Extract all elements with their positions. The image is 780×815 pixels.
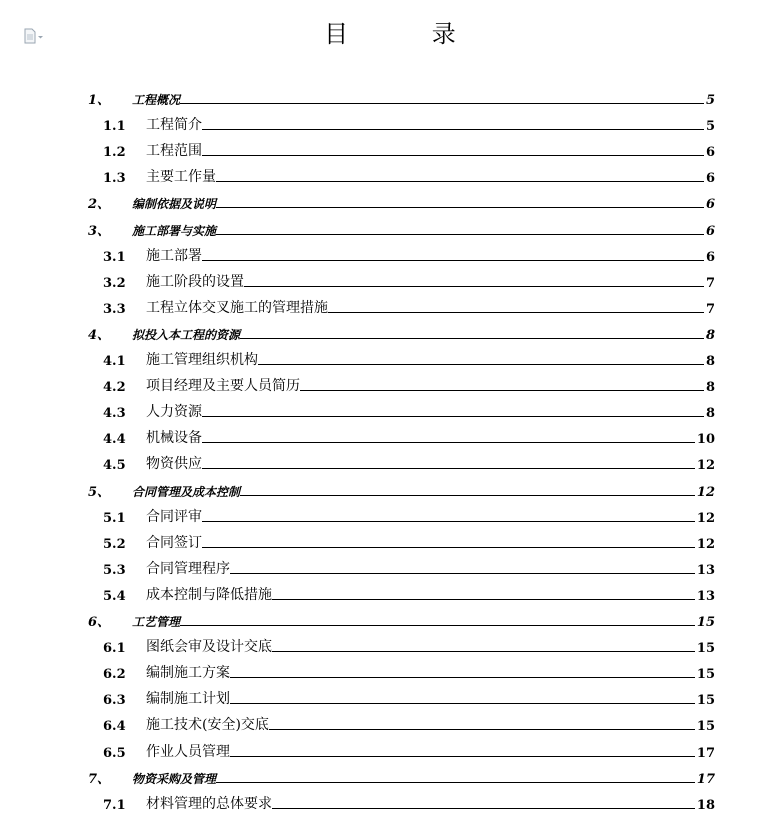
toc-page-number: 5 <box>705 119 715 135</box>
toc-title: 拟投入本工程的资源 <box>132 327 241 342</box>
toc-entry[interactable] <box>103 395 715 421</box>
toc-entry[interactable] <box>103 265 715 291</box>
toc-entry[interactable] <box>103 447 715 473</box>
toc-leader-line <box>258 364 704 365</box>
toc-page-number: 10 <box>696 432 715 448</box>
toc-title: 图纸会审及设计交底 <box>146 639 272 656</box>
toc-entry[interactable] <box>103 160 715 186</box>
toc-title: 主要工作量 <box>146 169 216 186</box>
toc-leader-line <box>230 703 695 704</box>
toc-entry[interactable] <box>88 82 715 108</box>
toc-leader-line <box>216 234 704 235</box>
toc-entry[interactable] <box>103 134 715 160</box>
toc-leader-line <box>180 103 704 104</box>
toc-leader-line <box>300 390 704 391</box>
toc-page-number: 5 <box>705 93 715 108</box>
toc-page-number: 8 <box>705 380 715 396</box>
toc-number: 5、 <box>88 484 111 500</box>
toc-number: 6.2 <box>103 667 126 683</box>
toc-entry[interactable] <box>103 708 715 734</box>
toc-entry[interactable] <box>103 526 715 552</box>
toc-entry[interactable] <box>103 735 715 761</box>
toc-entry[interactable] <box>103 108 715 134</box>
toc-entry[interactable] <box>88 761 715 787</box>
toc-number: 3.2 <box>103 275 126 291</box>
toc-number: 5.1 <box>103 510 126 526</box>
toc-number: 1、 <box>88 93 111 108</box>
toc-entry[interactable] <box>103 656 715 682</box>
toc-title: 合同管理程序 <box>146 560 230 577</box>
toc-title: 机械设备 <box>146 430 202 447</box>
toc-leader-line <box>216 207 704 208</box>
toc-page-number: 12 <box>696 458 715 474</box>
toc-entry[interactable] <box>103 630 715 656</box>
toc-title: 物资供应 <box>146 456 202 473</box>
toc-page-number: 15 <box>696 719 715 735</box>
toc-leader-line <box>272 808 695 809</box>
toc-entry[interactable] <box>103 343 715 369</box>
toc-number: 1.2 <box>103 145 126 161</box>
toc-page-number: 8 <box>705 327 715 343</box>
toc-leader-line <box>202 547 695 548</box>
toc-title: 编制依据及说明 <box>132 197 217 212</box>
toc-entry[interactable] <box>88 317 715 343</box>
toc-number: 4.4 <box>103 432 126 448</box>
toc-leader-line <box>202 155 704 156</box>
toc-page-number: 13 <box>696 562 715 578</box>
toc-number: 3、 <box>88 223 111 239</box>
toc-page-number: 6 <box>705 249 715 265</box>
toc-title: 施工部署 <box>146 247 202 264</box>
toc-leader-line <box>202 468 695 469</box>
toc-page-number: 12 <box>696 536 715 552</box>
toc-title: 工程概况 <box>132 93 181 107</box>
toc-entry[interactable] <box>88 474 715 500</box>
toc-number: 4、 <box>88 327 111 343</box>
toc-leader-line <box>202 260 704 261</box>
toc-number: 3.3 <box>103 301 126 317</box>
toc-title: 合同管理及成本控制 <box>132 484 241 499</box>
toc-leader-line <box>240 495 695 496</box>
toc-title: 物资采购及管理 <box>132 771 217 786</box>
toc-page-number: 6 <box>705 171 715 187</box>
toc-page-number: 15 <box>696 641 715 657</box>
toc-number: 6.4 <box>103 719 126 735</box>
toc-leader-line <box>328 312 704 313</box>
toc-leader-line <box>230 573 695 574</box>
toc-leader-line <box>244 286 704 287</box>
toc-title: 施工管理组织机构 <box>146 352 258 368</box>
toc-page-number: 8 <box>705 406 715 422</box>
toc-page-number: 15 <box>696 693 715 709</box>
toc-page-number: 6 <box>705 223 715 239</box>
toc-title: 人力资源 <box>146 404 202 421</box>
toc-number: 4.1 <box>103 354 126 369</box>
toc-title: 编制施工计划 <box>146 691 230 708</box>
toc-entry[interactable] <box>103 682 715 708</box>
toc-number: 4.2 <box>103 380 126 396</box>
page-title: 目 录 <box>324 20 494 48</box>
toc-page-number: 6 <box>705 197 715 213</box>
toc-leader-line <box>180 625 695 626</box>
toc-title: 施工阶段的设置 <box>146 273 244 290</box>
toc-number: 6、 <box>88 615 111 630</box>
toc-entry[interactable] <box>103 787 715 813</box>
toc-title: 工艺管理 <box>132 615 181 629</box>
toc-page-number: 6 <box>705 145 715 161</box>
toc-title: 工程简介 <box>146 117 202 134</box>
toc-number: 6.1 <box>103 641 126 657</box>
toc-title: 工程立体交叉施工的管理措施 <box>146 299 328 316</box>
toc-page-number: 13 <box>696 588 715 604</box>
toc-title: 工程范围 <box>146 143 202 160</box>
toc-page-number: 7 <box>705 301 715 317</box>
toc-number: 6.5 <box>103 745 126 761</box>
toc-leader-line <box>202 416 704 417</box>
toc-page-number: 8 <box>705 354 715 369</box>
toc-title: 材料管理的总体要求 <box>146 795 272 812</box>
toc-page-number: 18 <box>696 797 715 813</box>
toc-title: 施工技术(安全)交底 <box>146 717 269 734</box>
toc-title: 作业人员管理 <box>146 743 230 760</box>
toc-title: 成本控制与降低措施 <box>146 586 272 603</box>
toc-number: 6.3 <box>103 693 126 709</box>
toc-entry[interactable] <box>103 369 715 395</box>
toc-number: 5.2 <box>103 536 126 552</box>
toc-title: 合同签订 <box>146 534 202 551</box>
toc-number: 4.3 <box>103 406 126 422</box>
toc-title: 项目经理及主要人员简历 <box>146 378 300 395</box>
toc-number: 3.1 <box>103 249 126 265</box>
toc-leader-line <box>202 521 695 522</box>
toc-entry[interactable] <box>88 186 715 212</box>
toc-entry[interactable] <box>103 500 715 526</box>
toc-page-number: 17 <box>696 771 715 787</box>
toc-leader-line <box>240 338 704 339</box>
toc-leader-line <box>202 129 704 130</box>
toc-leader-line <box>272 599 695 600</box>
toc-leader-line <box>202 442 695 443</box>
toc-title: 编制施工方案 <box>146 665 230 682</box>
toc-entry[interactable] <box>103 421 715 447</box>
toc-number: 4.5 <box>103 458 126 474</box>
toc-page-number: 12 <box>696 510 715 526</box>
toc-leader-line <box>269 729 695 730</box>
toc-leader-line <box>230 677 695 678</box>
toc-entry[interactable] <box>103 552 715 578</box>
toc-number: 5.3 <box>103 562 126 578</box>
toc-title: 施工部署与实施 <box>132 223 217 238</box>
toc-leader-line <box>272 651 695 652</box>
toc-title: 合同评审 <box>146 508 202 525</box>
toc-number: 2、 <box>88 197 111 213</box>
toc-number: 7.1 <box>103 797 126 813</box>
toc-number: 5.4 <box>103 588 126 604</box>
toc-leader-line <box>216 782 695 783</box>
toc-entry[interactable] <box>88 213 715 239</box>
toc-entry[interactable] <box>88 604 715 630</box>
toc-number: 1.1 <box>103 119 126 135</box>
toc-page-number: 15 <box>696 667 715 683</box>
toc-leader-line <box>230 756 695 757</box>
toc-page-number: 7 <box>705 275 715 291</box>
toc-number: 1.3 <box>103 171 126 187</box>
toc-page-number: 17 <box>696 745 715 761</box>
toc-entry[interactable] <box>103 291 715 317</box>
toc-number: 7、 <box>88 771 111 787</box>
toc-page-number: 15 <box>696 615 715 630</box>
toc-entry[interactable] <box>103 239 715 265</box>
toc-entry[interactable] <box>103 578 715 604</box>
toc-leader-line <box>216 181 704 182</box>
toc-page-number: 12 <box>696 484 715 500</box>
